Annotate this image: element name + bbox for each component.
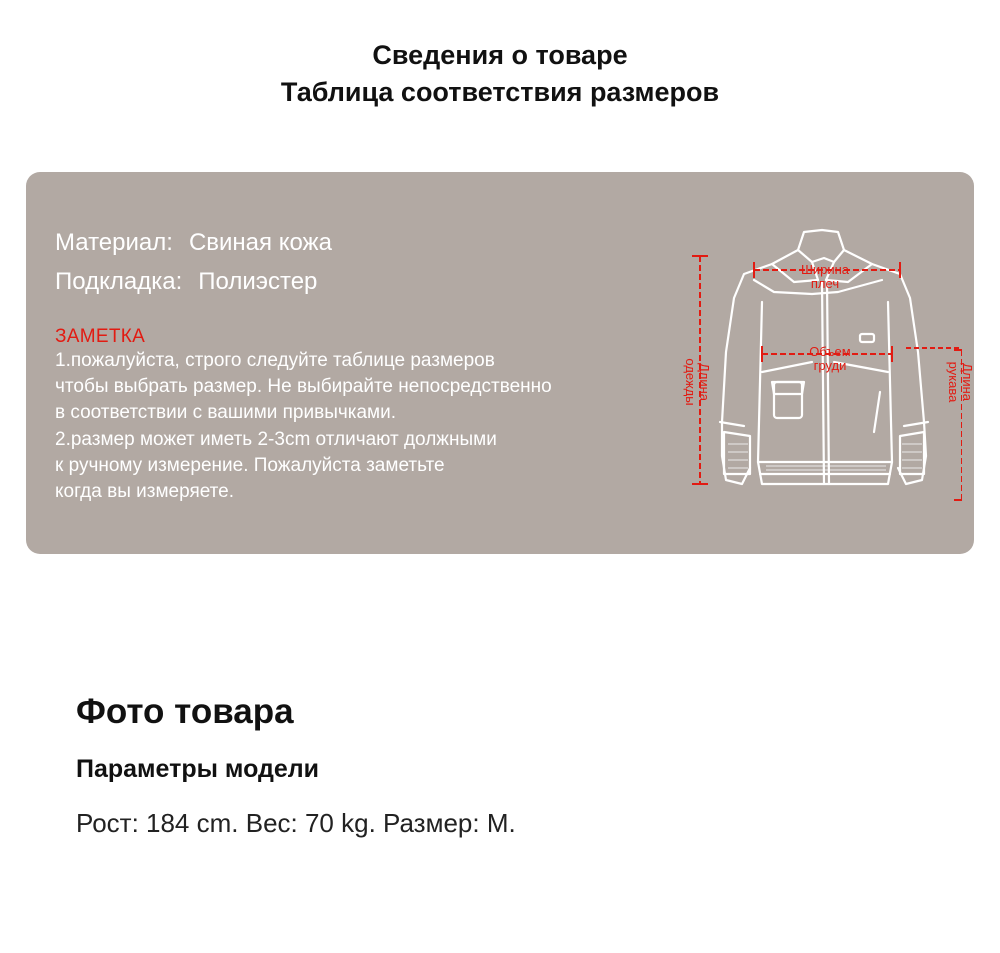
model-params-text: Рост: 184 cm. Вес: 70 kg. Размер: M. [76, 808, 516, 838]
body-length-label [681, 347, 711, 417]
page-title: Сведения о товаре [372, 40, 628, 70]
material-label: Материал: [55, 229, 173, 256]
body-length-label-line: одежды [683, 358, 698, 406]
model-params-heading: Параметры модели [76, 755, 320, 783]
lining-label: Подкладка: [55, 268, 183, 295]
note-line: в соответствии с вашими привычками. [55, 402, 397, 424]
note-heading: ЗАМЕТКА [55, 326, 146, 347]
chest-label [790, 345, 870, 373]
sleeve-length-label [944, 347, 974, 417]
page-subtitle: Таблица соответствия размеров [280, 77, 720, 107]
material-value: Свиная кожа [188, 229, 332, 256]
note-line: чтобы выбрать размер. Не выбирайте непосредственно [55, 376, 552, 398]
shoulder-width-label-line: Ширина [800, 262, 850, 277]
body-length-label-line: Длина [697, 362, 712, 402]
photo-section-heading: Фото товара [76, 692, 294, 731]
note-line: к ручному измерение. Пожалуйста заметьте [55, 454, 445, 476]
sleeve-length-label-line: Длина [960, 362, 975, 402]
jacket-size-diagram [662, 222, 975, 522]
chest-label-line: груди [813, 358, 847, 373]
sleeve-length-label-line: рукава [946, 361, 961, 403]
note-line: 1.пожалуйста, строго следуйте таблице размеров [55, 350, 495, 371]
shoulder-width-label-line: плеч [810, 276, 840, 291]
product-info-panel [26, 172, 974, 554]
note-text [55, 348, 655, 505]
lining-spec [55, 268, 317, 296]
shoulder-width-label [790, 263, 860, 291]
note-line: когда вы измеряете. [55, 481, 234, 503]
lining-value: Полиэстер [198, 268, 318, 295]
chest-label-line: Объем [809, 344, 851, 359]
material-spec [55, 229, 332, 257]
note-line: 2.размер может иметь 2-3cm отличают должными [55, 428, 497, 450]
